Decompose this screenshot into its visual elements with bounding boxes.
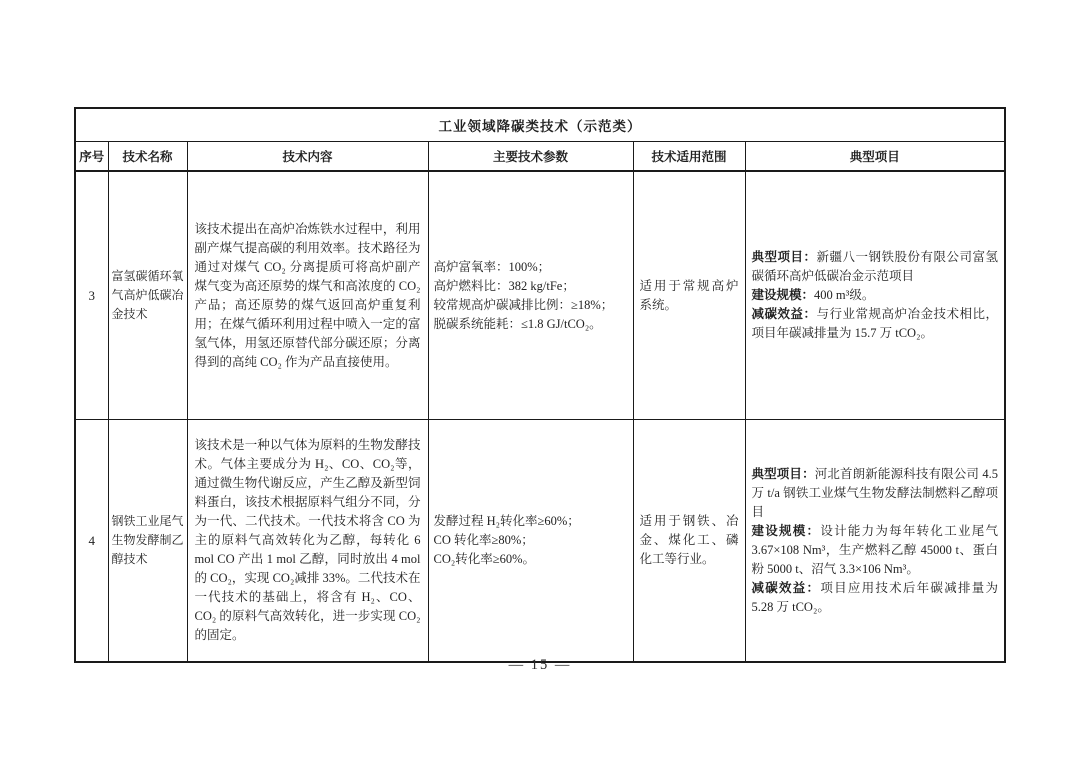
project-item-label: 减碳效益： bbox=[751, 580, 821, 595]
project-item-text: 400 m³级。 bbox=[814, 288, 875, 302]
parameter-line: CO₂转化率≥60%。 bbox=[433, 552, 535, 566]
tech-name-cell: 富氢碳循环氧气高炉低碳冶金技术 bbox=[108, 171, 187, 420]
table-title: 工业领域降碳类技术（示范类） bbox=[75, 108, 1005, 142]
column-header-name: 技术名称 bbox=[108, 142, 187, 172]
table-header-row bbox=[75, 142, 1005, 172]
column-header-content: 技术内容 bbox=[187, 142, 428, 172]
column-header-no: 序号 bbox=[75, 142, 108, 172]
project-item-text: 与行业常规高炉冶金技术相比，项目年碳减排量为 15.7 万 tCO₂。 bbox=[751, 307, 998, 340]
parameter-line: 高炉富氧率：100%； bbox=[433, 259, 551, 274]
project-item-text: 新疆八一钢铁股份有限公司富氢碳循环高炉低碳冶金示范项目 bbox=[751, 250, 998, 283]
scope-cell: 适用于常规高炉系统。 bbox=[633, 171, 745, 420]
project-item bbox=[752, 579, 999, 617]
scope-cell: 适用于钢铁、冶金、煤化工、磷化工等行业。 bbox=[633, 420, 745, 663]
project-item-label: 建设规模： bbox=[751, 523, 821, 538]
table-row bbox=[75, 171, 1005, 420]
column-header-project: 典型项目 bbox=[745, 142, 1005, 172]
project-item-label: 建设规模： bbox=[751, 288, 815, 302]
project-item-text: 设计能力为每年转化工业尾气 3.67×108 Nm³，生产燃料乙醇 45000 t、蛋白粉 5000 t、沼气 3.3×106 Nm³。 bbox=[751, 523, 998, 576]
table-title-row bbox=[75, 108, 1005, 142]
tech-name-cell: 钢铁工业尾气生物发酵制乙醇技术 bbox=[108, 420, 187, 663]
project-item-label: 典型项目： bbox=[751, 466, 815, 481]
parameters-cell bbox=[428, 420, 633, 663]
column-header-parameters: 主要技术参数 bbox=[428, 142, 633, 172]
parameter-line: CO 转化率≥80%； bbox=[433, 533, 534, 547]
project-item-label: 减碳效益： bbox=[751, 307, 817, 321]
tech-content-cell: 该技术是一种以气体为原料的生物发酵技术。气体主要成分为 H₂、CO、CO₂等，通过微生物代谢反应，产生乙醇及新型饲料蛋白，该技术根据原料气组分不同，分为一代、二代技术。一代技术将含 CO 为主的原料气高效转化为乙醇，每转化 6 mol CO 产出 1 mol 乙醇，同时放出 4 mol 的 CO₂，实现 CO₂减排 33%。二代技术在一代技术的基础上，将含有 H₂、CO、CO₂ 的原料气高效转化，进一步实现 CO₂ 的固定。 bbox=[187, 420, 428, 663]
project-cell bbox=[745, 420, 1005, 663]
project-item bbox=[752, 286, 999, 305]
tech-content-cell: 该技术提出在高炉冶炼铁水过程中，利用副产煤气提高碳的利用效率。技术路径为通过对煤气 CO₂ 分离提质可将高炉副产煤气变为高还原势的煤气和高浓度的 CO₂产品；高还原势的煤气返回高炉重复利用；在煤气循环利用过程中喷入一定的富氢气体，用氢还原替代部分碳还原；分离得到的高纯 CO₂ 作为产品直接使用。 bbox=[187, 171, 428, 420]
serial-cell: 3 bbox=[75, 171, 108, 420]
technology-table bbox=[74, 107, 1006, 663]
parameter-line: 脱碳系统能耗：≤1.8 GJ/tCO₂。 bbox=[433, 316, 602, 331]
parameter-line: 较常规高炉碳减排比例：≥18%； bbox=[433, 297, 614, 312]
serial-cell: 4 bbox=[75, 420, 108, 663]
project-item-text: 河北首朗新能源科技有限公司 4.5 万 t/a 钢铁工业煤气生物发酵法制燃料乙醇项目 bbox=[751, 466, 998, 519]
project-item bbox=[752, 305, 999, 343]
page-number: — 15 — bbox=[508, 657, 572, 673]
table-row bbox=[75, 420, 1005, 663]
project-item bbox=[752, 522, 999, 579]
project-item-text: 项目应用技术后年碳减排量为 5.28 万 tCO₂。 bbox=[751, 580, 998, 614]
project-item bbox=[752, 248, 999, 286]
parameters-cell bbox=[428, 171, 633, 420]
project-item bbox=[752, 465, 999, 522]
project-item-label: 典型项目： bbox=[751, 250, 817, 264]
parameter-line: 高炉燃料比：382 kg/tFe； bbox=[433, 278, 575, 293]
parameter-line: 发酵过程 H₂转化率≥60%； bbox=[433, 514, 580, 528]
project-cell bbox=[745, 171, 1005, 420]
column-header-scope: 技术适用范围 bbox=[633, 142, 745, 172]
